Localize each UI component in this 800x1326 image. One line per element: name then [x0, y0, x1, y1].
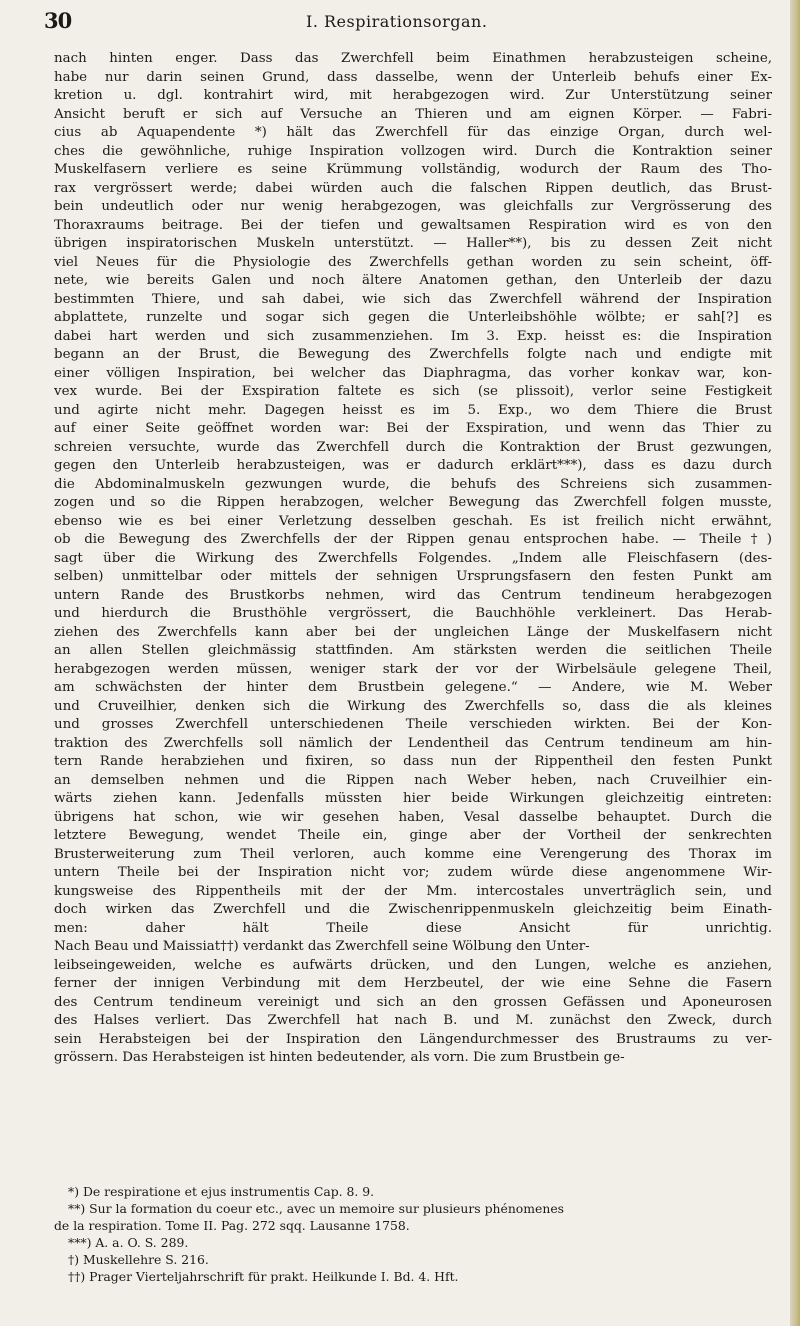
text-line: letztere Bewegung, wendet Theile ein, ginge aber der Vortheil der senkrechten [54, 828, 772, 843]
text-line: men: daher hält Theile diese Ansicht für unrichtig. [54, 920, 772, 936]
text-line: ches die gewöhnliche, ruhige Inspiration vollzogen wird. Durch die Kontraktion seiner [54, 143, 772, 159]
text-line: am schwächsten der hinter dem Brustbein gelegene.“ — Andere, wie M. Weber [54, 680, 772, 695]
text-line: und grosses Zwerchfell unterschiedenen Theile verschieden wirkten. Bei der Kon- [54, 717, 772, 732]
text-line: doch wirken das Zwerchfell und die Zwischenrippenmuskeln gleichzeitig beim Einath- [54, 902, 772, 917]
text-line: begann an der Brust, die Bewegung des Zwerchfells folgte nach und endigte mit [54, 347, 772, 362]
text-line: übrigen inspiratorischen Muskeln unterstützt. — Haller**), bis zu dessen Zeit nicht [54, 236, 772, 251]
text-line: leibseingeweiden, welche es aufwärts drücken, und den Lungen, welche es anziehen, [54, 957, 772, 973]
text-line: Ansicht beruft er sich auf Versuche an Thieren und am eignen Körper. — Fabri- [54, 106, 772, 122]
text-line: an allen Stellen gleichmässig stattfinden. Am stärksten werden die seitlichen Theile [54, 643, 772, 658]
text-line: Nach Beau und Maissiat††) verdankt das Zwerchfell seine Wölbung den Unter- [54, 939, 590, 954]
text-line: viel Neues für die Physiologie des Zwerchfells gethan worden zu sein scheint, öff- [54, 254, 772, 270]
text-line: rax vergrössert werde; dabei würden auch die falschen Rippen deutlich, das Brust- [54, 180, 772, 196]
text-line: Brusterweiterung zum Theil verloren, auch komme eine Verengerung des Thorax im [54, 846, 772, 862]
footnote-line: *) De respiratione et ejus instrumentis Cap. 8. 9. [68, 1184, 375, 1199]
text-line: kretion u. dgl. kontrahirt wird, mit herabgezogen wird. Zur Unterstützung seiner [54, 88, 772, 103]
body-text [54, 50, 772, 1068]
text-line: schreien versuchte, wurde das Zwerchfell durch die Kontraktion der Brust gezwungen, [54, 439, 772, 455]
text-line: wärts ziehen kann. Jedenfalls müssten hier beide Wirkungen gleichzeitig eintreten: [54, 791, 772, 806]
text-line: die Abdominalmuskeln gezwungen wurde, die behufs des Schreiens sich zusammen- [54, 476, 772, 492]
text-line: auf einer Seite geöffnet worden war: Bei der Exspiration, und wenn das Thier zu [54, 421, 772, 436]
text-line: Muskelfasern verliere es seine Krümmung vollständig, wodurch der Raum des Tho- [54, 162, 772, 177]
text-line: abplattete, runzelte und sogar sich gegen die Unterleibshöhle wölbte; er sah[?] es [54, 310, 772, 325]
text-line: ob die Bewegung des Zwerchfells der der Rippen genau entsprochen habe. — Theile†) [54, 532, 772, 547]
page-number: 30 [44, 8, 72, 33]
text-line: gegen den Unterleib herabzusteigen, was er dadurch erklärt***), dass es dazu durch [54, 458, 772, 473]
text-line: untern Rande des Brustkorbs nehmen, wird das Centrum tendineum herabgezogen [54, 587, 772, 603]
text-line: traktion des Zwerchfells soll nämlich der Lendentheil das Centrum tendineum am hin- [54, 735, 772, 751]
text-line: kungsweise des Rippentheils mit der der Mm. intercostales unverträglich sein, und [54, 883, 772, 899]
page-header [44, 6, 780, 40]
text-line: herabgezogen werden müssen, weniger stark der vor der Wirbelsäule gelegene Theil, [54, 661, 772, 677]
text-line: zogen und so die Rippen herabzogen, welcher Bewegung das Zwerchfell folgen musste, [54, 495, 772, 510]
text-line: und hierdurch die Brusthöhle vergrössert, die Bauchhöhle verkleinert. Das Herab- [54, 606, 772, 621]
text-line: nete, wie bereits Galen und noch ältere Anatomen gethan, den Unterleib der dazu [54, 273, 772, 288]
text-line: untern Theile bei der Inspiration nicht vor; zudem würde diese angenommene Wir- [54, 865, 772, 880]
text-line: bein undeutlich oder nur wenig herabgezogen, was gleichfalls zur Vergrösserung des [54, 199, 772, 214]
text-line: selben) unmittelbar oder mittels der sehnigen Ursprungsfasern den festen Punkt am [54, 569, 772, 584]
text-line: vex wurde. Bei der Exspiration faltete es sich (se plissoit), verlor seine Festigkeit [54, 384, 772, 399]
text-line: sein Herabsteigen bei der Inspiration den Längendurchmesser des Brustraums zu ver- [54, 1031, 772, 1047]
text-line: ziehen des Zwerchfells kann aber bei der ungleichen Länge der Muskelfasern nicht [54, 624, 772, 640]
text-line: sagt über die Wirkung des Zwerchfells Folgendes. „Indem alle Fleischfasern (des- [54, 550, 772, 566]
text-line: bestimmten Thiere, und sah dabei, wie sich das Zwerchfell während der Inspiration [54, 291, 772, 307]
text-line: und Cruveilhier, denken sich die Wirkung des Zwerchfells so, dass die als kleines [54, 698, 772, 714]
text-line: und agirte nicht mehr. Dagegen heisst es im 5. Exp., wo dem Thiere die Brust [54, 402, 772, 418]
text-line: des Halses verliert. Das Zwerchfell hat nach B. und M. zunächst den Zweck, durch [54, 1013, 772, 1028]
text-line: einer völligen Inspiration, bei welcher das Diaphragma, das vorher konkav war, kon- [54, 365, 772, 381]
running-head: I. Respirationsorgan. [306, 12, 488, 31]
footnote-line: ***) A. a. O. S. 289. [68, 1235, 189, 1250]
footnote-line: †) Muskellehre S. 216. [68, 1252, 209, 1267]
text-line: dabei hart werden und sich zusammenziehen. Im 3. Exp. heisst es: die Inspiration [54, 328, 772, 344]
footnotes [54, 1183, 772, 1285]
text-line: nach hinten enger. Dass das Zwerchfell beim Einathmen herabzusteigen scheine, [54, 51, 772, 66]
footnote-line: **) Sur la formation du coeur etc., avec un memoire sur plusieurs phénomenes [68, 1201, 565, 1216]
page-edge [790, 0, 800, 1326]
text-line: ebenso wie es bei einer Verletzung desselben geschah. Es ist freilich nicht erwähnt, [54, 513, 772, 529]
text-line: des Centrum tendineum vereinigt und sich an den grossen Gefässen und Aponeurosen [54, 994, 772, 1010]
footnote-line: de la respiration. Tome II. Pag. 272 sqq. Lausanne 1758. [54, 1218, 410, 1233]
text-line: habe nur darin seinen Grund, dass dasselbe, wenn der Unterleib behufs einer Ex- [54, 69, 772, 85]
footnote-line: ††) Prager Vierteljahrschrift für prakt. Heilkunde I. Bd. 4. Hft. [68, 1269, 459, 1284]
text-line: tern Rande herabziehen und fixiren, so dass nun der Rippentheil den festen Punkt [54, 754, 772, 769]
text-line: cius ab Aquapendente *) hält das Zwerchfell für das einzige Organ, durch wel- [54, 125, 772, 140]
text-line: ferner der innigen Verbindung mit dem Herzbeutel, der wie eine Sehne die Fasern [54, 976, 772, 991]
text-line: übrigens hat schon, wie wir gesehen haben, Vesal dasselbe behauptet. Durch die [54, 809, 772, 825]
text-line: an demselben nehmen und die Rippen nach Weber heben, nach Cruveilhier ein- [54, 772, 772, 788]
text-line: grössern. Das Herabsteigen ist hinten bedeutender, als vorn. Die zum Brustbein ge- [54, 1050, 625, 1065]
text-line: Thoraxraums beitrage. Bei der tiefen und gewaltsamen Respiration wird es von den [54, 217, 772, 233]
